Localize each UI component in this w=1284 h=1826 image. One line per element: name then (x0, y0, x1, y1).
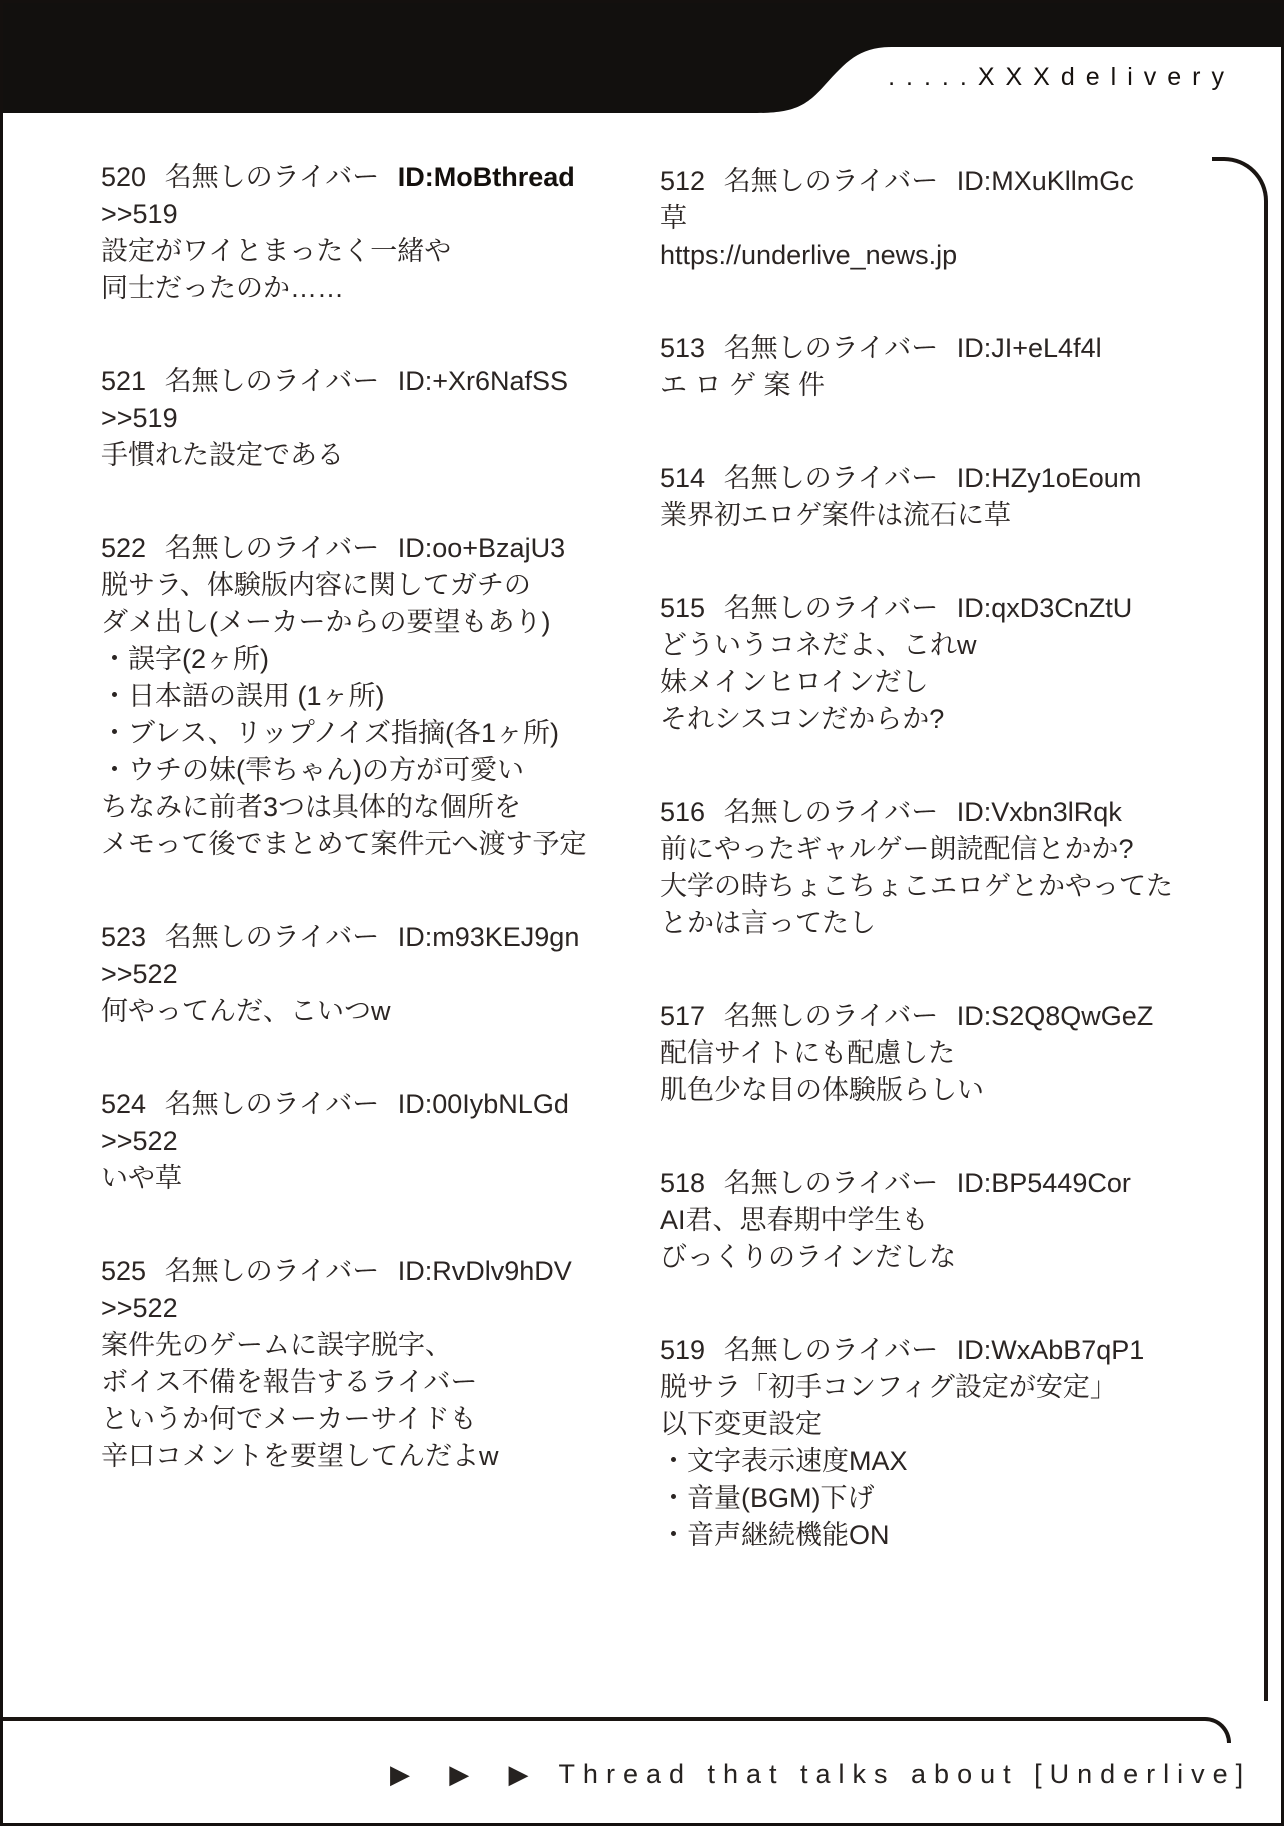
poster-id: ID:Vxbn3lRqk (956, 797, 1122, 827)
post-line: 前にやったギャルゲー朗読配信とかか? (660, 834, 1134, 864)
poster-name: 名無しのライバー (723, 1001, 939, 1031)
poster-name: 名無しのライバー (164, 162, 380, 192)
post-line: 配信サイトにも配慮した (660, 1038, 956, 1068)
post-line: どういうコネだよ、これw (660, 630, 977, 660)
post-line: 草 (660, 203, 687, 233)
post-line: 設定がワイとまったく一緒や (101, 236, 452, 266)
forum-post (660, 1165, 1240, 1276)
footer-caption-label: Thread that talks about [Underlive] (558, 1759, 1252, 1789)
poster-id: ID:MXuKllmGc (956, 166, 1134, 196)
post-line: とかは言ってたし (660, 908, 876, 938)
post-number: 515 (660, 593, 706, 623)
post-line: ・誤字(2ヶ所) (101, 644, 269, 674)
post-line: 脱サラ「初手コンフィグ設定が安定」 (660, 1372, 1117, 1402)
poster-id: ID:RvDlv9hDV (397, 1256, 572, 1286)
forum-post (101, 919, 580, 1030)
post-line: ・日本語の誤用 (1ヶ所) (101, 681, 385, 711)
post-line: ちなみに前者3つは具体的な個所を (101, 792, 522, 822)
footer-caption (390, 1759, 1251, 1790)
poster-id: ID:00IybNLGd (397, 1089, 569, 1119)
post-number: 524 (101, 1089, 147, 1119)
post-number: 520 (101, 162, 147, 192)
post-line: 脱サラ、体験版内容に関してガチの (101, 570, 531, 600)
post-header (101, 919, 580, 956)
forum-post (660, 163, 1240, 274)
forum-post (101, 1086, 571, 1197)
poster-name: 名無しのライバー (723, 593, 939, 623)
post-header (660, 998, 1240, 1035)
post-line: 妹メインヒロインだし (660, 667, 929, 697)
post-link[interactable]: https://underlive_news.jp (660, 240, 958, 270)
post-line: というか何でメーカーサイドも (101, 1404, 477, 1434)
poster-name: 名無しのライバー (164, 922, 380, 952)
post-line: いや草 (101, 1163, 182, 1193)
poster-id: ID:oo+BzajU3 (397, 533, 566, 563)
post-line: 何やってんだ、こいつw (101, 996, 391, 1026)
poster-id: ID:WxAbB7qP1 (956, 1335, 1145, 1365)
poster-name: 名無しのライバー (723, 797, 939, 827)
header-band (3, 3, 1284, 113)
post-header (660, 163, 1240, 200)
post-line: 肌色少な目の体験版らしい (660, 1075, 984, 1105)
poster-name: 名無しのライバー (723, 1335, 939, 1365)
forum-post (660, 998, 1240, 1109)
forum-post (101, 363, 571, 474)
poster-id: ID:qxD3CnZtU (956, 593, 1133, 623)
post-header (660, 794, 1240, 831)
post-number: 514 (660, 463, 706, 493)
thread-column-right (660, 163, 1240, 1610)
post-line: ・ブレス、リップノイズ指摘(各1ヶ所) (101, 718, 559, 748)
poster-name: 名無しのライバー (164, 366, 380, 396)
poster-id: ID:m93KEJ9gn (397, 922, 580, 952)
post-number: 523 (101, 922, 147, 952)
post-header (101, 530, 571, 567)
post-line: >>519 (101, 403, 178, 433)
post-line: ・ウチの妹(雫ちゃん)の方が可愛い (101, 755, 524, 785)
post-number: 517 (660, 1001, 706, 1031)
post-number: 519 (660, 1335, 706, 1365)
post-number: 518 (660, 1168, 706, 1198)
footer-rule (3, 1717, 1231, 1743)
poster-id: ID:MoBthread (397, 162, 575, 192)
post-line: びっくりのラインだしな (660, 1242, 957, 1272)
poster-name: 名無しのライバー (723, 1168, 939, 1198)
forum-post (660, 1332, 1240, 1554)
post-number: 513 (660, 333, 706, 363)
poster-id: ID:JI+eL4f4l (956, 333, 1102, 363)
poster-id: ID:S2Q8QwGeZ (956, 1001, 1154, 1031)
poster-id: ID:BP5449Cor (956, 1168, 1131, 1198)
forum-post (660, 330, 1240, 404)
post-number: 525 (101, 1256, 147, 1286)
post-header (101, 1086, 571, 1123)
poster-name: 名無しのライバー (723, 333, 939, 363)
post-header (101, 1253, 571, 1290)
post-line: ・音声継続機能ON (660, 1520, 890, 1550)
post-number: 521 (101, 366, 147, 396)
post-line: AI君、思春期中学生も (660, 1205, 929, 1235)
post-line: それシスコンだからか? (660, 704, 945, 734)
post-line: ・音量(BGM)下げ (660, 1483, 875, 1513)
triple-arrow-icon: ▶ ▶ ▶ (390, 1759, 545, 1789)
post-line: ダメ出し(メーカーからの要望もあり) (101, 607, 551, 637)
thread-column-left (101, 159, 587, 1531)
post-line: ボイス不備を報告するライバー (101, 1367, 478, 1397)
post-header (660, 330, 1240, 367)
header-band-shape (3, 3, 1284, 113)
post-header (660, 1165, 1240, 1202)
post-line: 案件先のゲームに誤字脱字、 (101, 1330, 452, 1360)
post-line: >>519 (101, 199, 178, 229)
poster-name: 名無しのライバー (723, 166, 939, 196)
forum-post (660, 794, 1240, 942)
post-line: >>522 (101, 1293, 178, 1323)
post-line: 以下変更設定 (660, 1409, 822, 1439)
post-header (101, 363, 571, 400)
post-line: 辛口コメントを要望してんだよw (101, 1441, 499, 1471)
post-line: 手慣れた設定である (101, 440, 344, 470)
poster-name: 名無しのライバー (164, 1256, 380, 1286)
post-line: メモって後でまとめて案件元へ渡す予定 (101, 829, 587, 859)
post-number: 516 (660, 797, 706, 827)
forum-post (101, 530, 587, 863)
post-line: 業界初エロゲ案件は流石に草 (660, 500, 1011, 530)
post-header (660, 590, 1240, 627)
forum-post (660, 590, 1240, 738)
post-line: ・文字表示速度MAX (660, 1446, 908, 1476)
post-header (660, 460, 1240, 497)
header-tab-label: .....XXXdelivery (888, 63, 1235, 91)
poster-id: ID:+Xr6NafSS (397, 366, 569, 396)
post-number: 522 (101, 533, 147, 563)
post-header (101, 159, 575, 196)
forum-post (101, 1253, 571, 1475)
post-line: 同士だったのか…… (101, 273, 344, 303)
post-number: 512 (660, 166, 706, 196)
post-line: >>522 (101, 1126, 178, 1156)
post-line: 大学の時ちょこちょこエロゲとかやってた (660, 871, 1173, 901)
poster-name: 名無しのライバー (164, 1089, 380, 1119)
post-line: >>522 (101, 959, 178, 989)
poster-id: ID:HZy1oEoum (956, 463, 1142, 493)
poster-name: 名無しのライバー (164, 533, 380, 563)
post-header (660, 1332, 1240, 1369)
forum-post (101, 159, 575, 307)
post-line: エ ロ ゲ 案 件 (660, 370, 826, 400)
poster-name: 名無しのライバー (723, 463, 939, 493)
forum-post (660, 460, 1240, 534)
